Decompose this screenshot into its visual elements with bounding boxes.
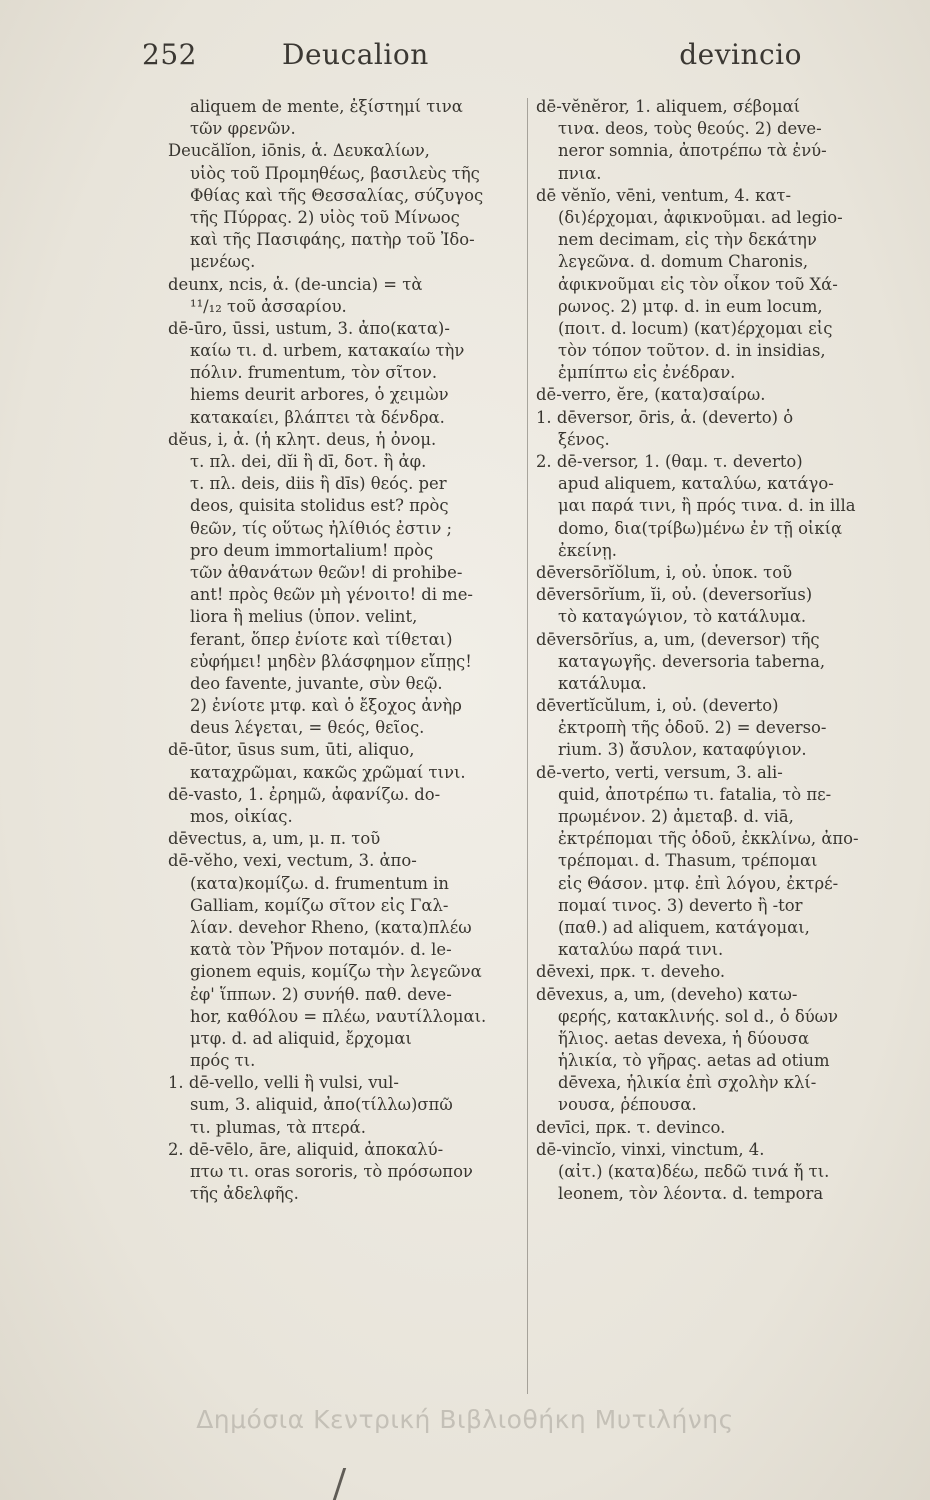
text-line: deos, quisita stolidus est? πρὸς <box>190 496 449 516</box>
text-line: ferant, ὅπερ ἐνίοτε καὶ τίθεται) <box>190 629 453 649</box>
text-line: ἐμπίπτω εἰς ἐνέδραν. <box>558 363 736 383</box>
text-line: ant! πρὸς θεῶν μὴ γένοιτο! di me- <box>190 585 473 605</box>
text-line: τινα. deos, τοὺς θεούς. 2) deve- <box>558 119 822 139</box>
text-line: κατάλυμα. <box>558 673 647 693</box>
text-line: dē-vĕho, vexi, vectum, 3. ἀπο- <box>168 851 417 871</box>
text-line: μτφ. d. ad aliquid, ἔρχομαι <box>190 1028 412 1048</box>
ink-mark <box>333 1468 368 1500</box>
right-running-head: devincio <box>679 38 802 71</box>
text-line: dēversōrĭum, ĭi, οὐ. (deversorĭus) <box>536 585 813 605</box>
text-line: τῶν φρενῶν. <box>190 119 296 139</box>
text-line: καταχρῶμαι, κακῶς χρῶμαί τινι. <box>190 762 466 782</box>
text-line: dē-verro, ĕre, (κατα)σαίρω. <box>536 385 766 405</box>
text-line: πομαί τινος. 3) deverto ἢ -tor <box>558 895 803 915</box>
text-line: aliquem de mente, ἐξίστημί τινα <box>190 97 463 116</box>
text-line: liora ἢ melius (ὑπον. velint, <box>190 607 418 627</box>
text-line: (ποιτ. d. locum) (κατ)έρχομαι εἰς <box>558 318 833 338</box>
text-line: dēvertĭcŭlum, i, οὐ. (deverto) <box>536 696 779 716</box>
text-line: dē vĕnĭo, vēni, ventum, 4. κατ- <box>536 185 792 205</box>
text-line: dē-vincĭo, vinxi, vinctum, 4. <box>536 1139 765 1159</box>
text-line: Deucălĭon, iōnis, ἁ. Δευκαλίων, <box>168 141 430 161</box>
text-line: dēvectus, a, um, μ. π. τοῦ <box>168 829 381 849</box>
text-line: ἀφικνοῦμαι εἰς τὸν οἶκον τοῦ Χά- <box>558 274 838 294</box>
text-line: apud aliquem, καταλύω, κατάγο- <box>558 474 834 494</box>
text-line: λεγεῶνα. d. domum Charonis, <box>558 252 809 272</box>
page-number: 252 <box>142 38 197 71</box>
library-watermark: Δημόσια Κεντρική Βιβλιοθήκη Μυτιλήνης <box>196 1405 734 1434</box>
text-line: dē-ūtor, ūsus sum, ūti, aliquo, <box>168 740 415 760</box>
text-line: pro deum immortalium! πρὸς <box>190 540 434 560</box>
text-line: ¹¹/₁₂ τοῦ ἀσσαρίου. <box>190 296 347 316</box>
text-line: τρέπομαι. d. Thasum, τρέπομαι <box>558 851 818 871</box>
text-line: εὐφήμει! μηδὲν βλάσφημον εἴπῃς! <box>190 651 472 671</box>
text-line: dēvexa, ἡλικία ἐπὶ σχολὴν κλί- <box>558 1073 817 1093</box>
text-line: υἱὸς τοῦ Προμηθέως, βασιλεὺς τῆς <box>190 163 480 183</box>
text-line: (αἰτ.) (κατα)δέω, πεδῶ τινά ἤ τι. <box>558 1162 830 1181</box>
text-line: θεῶν, τίς οὕτως ἠλίθιός ἐστιν ; <box>190 518 453 538</box>
text-line: dē-ūro, ūssi, ustum, 3. ἀπο(κατα)- <box>168 318 450 338</box>
page-header <box>142 38 802 86</box>
text-line: ἐφ' ἵππων. 2) συνήθ. παθ. deve- <box>190 984 452 1004</box>
text-line: Galliam, κομίζω σῖτον εἰς Γαλ- <box>190 895 449 915</box>
text-line: μενέως. <box>190 252 256 272</box>
text-line: τ. πλ. deis, diis ἢ dīs) θεός. per <box>190 474 447 494</box>
text-line: nem decimam, εἰς τὴν δεκάτην <box>558 230 817 250</box>
text-line: 1. dē-vello, velli ἢ vulsi, vul- <box>168 1073 399 1093</box>
text-line: dē-verto, verti, versum, 3. ali- <box>536 762 783 782</box>
text-line: sum, 3. aliquid, ἀπο(τίλλω)σπῶ <box>190 1095 453 1115</box>
text-line: πρός τι. <box>190 1051 256 1071</box>
text-line: (κατα)κομίζω. d. frumentum in <box>190 873 449 893</box>
text-line: dēversōrĭŏlum, i, οὐ. ὑποκ. τοῦ <box>536 562 793 582</box>
text-line: deo favente, juvante, σὺν θεῷ. <box>190 673 443 693</box>
text-line: leonem, τὸν λέοντα. d. tempora <box>558 1184 824 1204</box>
left-column <box>168 96 528 1205</box>
column-divider <box>527 98 528 1394</box>
text-line: τὸ καταγώγιον, τὸ κατάλυμα. <box>558 607 807 627</box>
text-line: hor, καθόλου = πλέω, ναυτίλλομαι. <box>190 1006 487 1026</box>
text-line: dēvexi, πρκ. τ. deveho. <box>536 962 726 982</box>
text-line: πτω τι. oras sororis, τὸ πρόσωπον <box>190 1162 473 1181</box>
text-line: dēversōrĭus, a, um, (deversor) τῆς <box>536 629 820 649</box>
text-line: ξένος. <box>558 429 610 449</box>
text-line: 1. dēversor, ōris, ἁ. (deverto) ὁ <box>536 407 794 427</box>
left-running-head: Deucalion <box>282 38 429 71</box>
text-line: μαι παρά τινι, ἢ πρός τινα. d. in illa <box>558 496 856 516</box>
text-line: ἡλικία, τὸ γῆρας. aetas ad otium <box>558 1051 830 1071</box>
text-line: τῶν ἀθανάτων θεῶν! di prohibe- <box>190 562 463 582</box>
text-line: ἐκτροπὴ τῆς ὁδοῦ. 2) = deverso- <box>558 718 827 738</box>
text-line: τὸν τόπον τοῦτον. d. in insidias, <box>558 341 826 361</box>
text-line: rium. 3) ἄσυλον, καταφύγιον. <box>558 740 807 760</box>
text-line: κατακαίει, βλάπτει τὰ δένδρα. <box>190 407 445 427</box>
text-line: gionem equis, κομίζω τὴν λεγεῶνα <box>190 962 482 982</box>
text-line: καίω τι. d. urbem, κατακαίω τὴν <box>190 341 465 361</box>
text-line: (δι)έρχομαι, ἀφικνοῦμαι. ad legio- <box>558 207 843 227</box>
text-line: τι. plumas, τὰ πτερά. <box>190 1117 366 1137</box>
text-line: πνια. <box>558 163 602 183</box>
text-line: deunx, ncis, ἁ. (de-uncia) = τὰ <box>168 274 423 294</box>
right-column <box>536 96 904 1205</box>
text-line: domo, δια(τρίβω)μένω ἐν τῇ οἰκίᾳ <box>558 518 843 538</box>
text-line: 2) ἐνίοτε μτφ. καὶ ὁ ἔξοχος ἀνὴρ <box>190 696 462 716</box>
text-line: τῆς Πύρρας. 2) υἱὸς τοῦ Μίνωος <box>190 207 460 227</box>
text-line: dē-vasto, 1. ἐρημῶ, ἀφανίζω. do- <box>168 784 441 804</box>
text-line: τ. πλ. dei, dĭi ἢ dī, δοτ. ἢ ἀφ. <box>190 452 427 471</box>
text-line: devīci, πρκ. τ. devinco. <box>536 1117 726 1137</box>
text-line: 2. dē-versor, 1. (θαμ. τ. deverto) <box>536 452 803 471</box>
text-line: ἐκείνῃ. <box>558 540 617 560</box>
text-line: (παθ.) ad aliquem, κατάγομαι, <box>558 917 810 937</box>
text-line: εἰς Θάσον. μτφ. ἐπὶ λόγου, ἐκτρέ- <box>558 873 839 893</box>
text-line: καὶ τῆς Πασιφάης, πατὴρ τοῦ Ἰδο- <box>190 230 475 250</box>
text-line: λίαν. devehor Rheno, (κατα)πλέω <box>190 917 472 937</box>
text-line: τῆς ἀδελφῆς. <box>190 1184 299 1204</box>
text-line: neror somnia, ἀποτρέπω τὰ ἐνύ- <box>558 141 827 161</box>
text-line: καταγωγῆς. deversoria taberna, <box>558 651 826 671</box>
text-line: 2. dē-vēlo, āre, aliquid, ἀποκαλύ- <box>168 1139 444 1159</box>
text-line: ἐκτρέπομαι τῆς ὁδοῦ, ἐκκλίνω, ἀπο- <box>558 829 859 849</box>
text-line: πόλιν. frumentum, τὸν σῖτον. <box>190 363 438 383</box>
text-line: quid, ἀποτρέπω τι. fatalia, τὸ πε- <box>558 784 832 804</box>
text-line: φερής, κατακλινής. sol d., ὁ δύων <box>558 1006 839 1026</box>
text-line: dēvexus, a, um, (deveho) κατω- <box>536 984 798 1004</box>
text-line: πρωμένον. 2) ἀμεταβ. d. viā, <box>558 807 794 826</box>
text-line: mos, οἰκίας. <box>190 807 293 826</box>
text-line: deus λέγεται, = θεός, θεῖος. <box>190 718 425 738</box>
text-line: dē-vĕnĕror, 1. aliquem, σέβομαί <box>536 97 801 116</box>
text-line: νουσα, ῥέπουσα. <box>558 1095 697 1115</box>
text-line: hiems deurit arbores, ὁ χειμὼν <box>190 385 449 405</box>
text-line: κατὰ τὸν Ῥῆνον ποταμόν. d. le- <box>190 940 452 960</box>
text-line: καταλύω παρά τινι. <box>558 940 724 960</box>
text-line: ἥλιος. aetas devexa, ἡ δύουσα <box>558 1028 810 1048</box>
text-line: Φθίας καὶ τῆς Θεσσαλίας, σύζυγος <box>190 185 484 205</box>
text-line: dĕus, i, ἀ. (ἡ κλητ. deus, ἡ ὀνομ. <box>168 429 437 449</box>
text-line: ρωνος. 2) μτφ. d. in eum locum, <box>558 296 823 316</box>
